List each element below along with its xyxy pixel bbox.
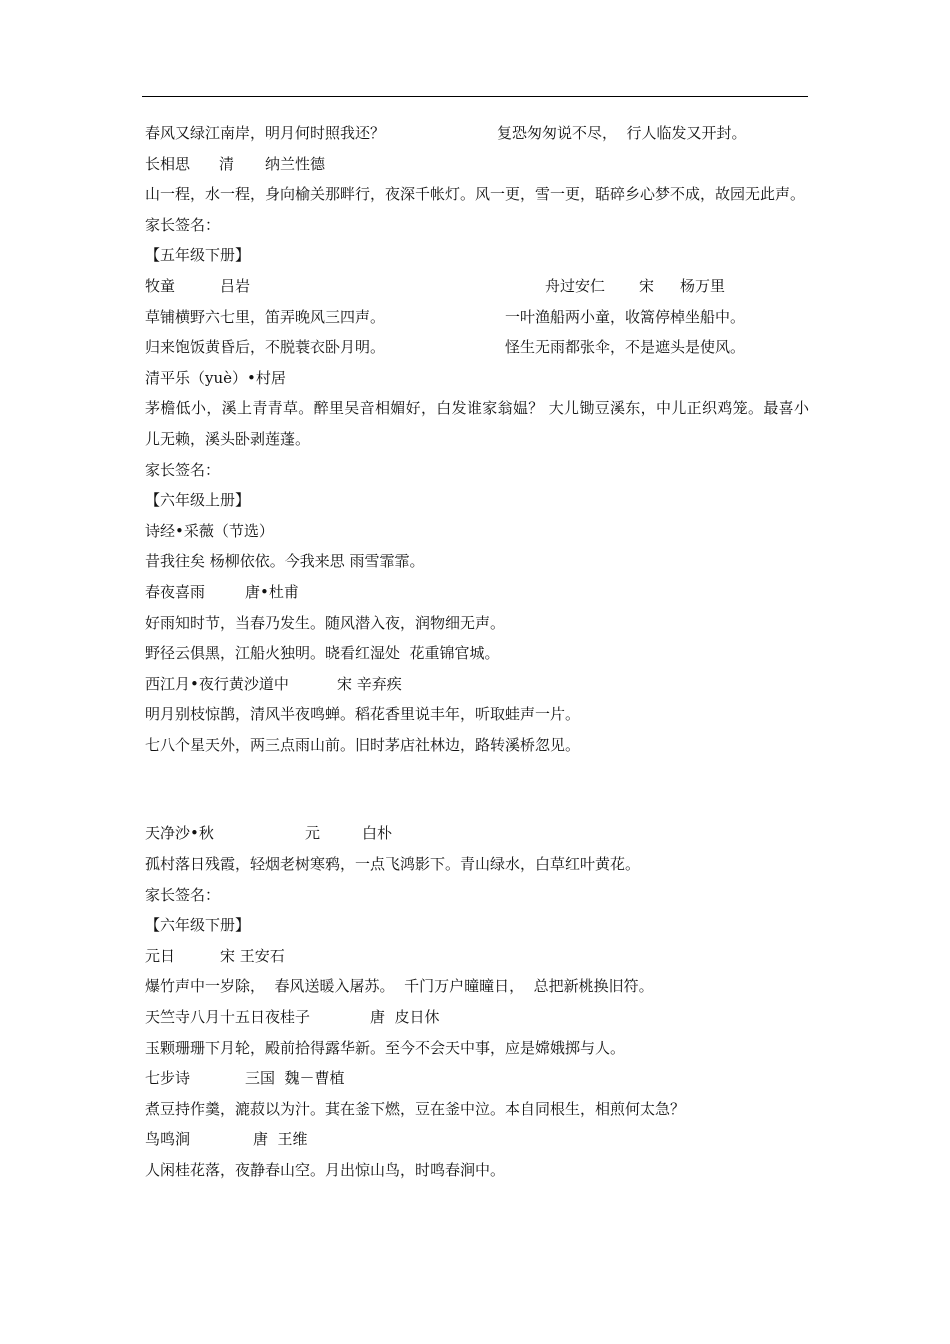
verse-line: 野径云俱黑，江船火独明。晓看红湿处 花重锦官城。 <box>145 644 500 663</box>
poem-author: 宋 王安石 <box>220 946 285 965</box>
poem-author: 吕岩 <box>220 276 251 295</box>
poem-title: 牧童 <box>145 276 176 295</box>
page-gap <box>145 760 809 818</box>
poem-author: 唐•杜甫 <box>245 582 299 601</box>
poem-text: 孤村落日残霞，轻烟老树寒鸦，一点飞鸿影下。青山绿水，白草红叶黄花。 <box>145 855 641 874</box>
poem-title: 长相思 <box>145 154 191 173</box>
verse-line: 明月别枝惊鹊，清风半夜鸣蝉。稻花香里说丰年，听取蛙声一片。 <box>145 705 581 724</box>
document-body <box>145 118 809 1186</box>
poem-text: 昔我往矣 杨柳依依。今我来思 雨雪霏霏。 <box>145 552 425 571</box>
poem-title: 清平乐（yuè）•村居 <box>145 368 286 387</box>
poem-author: 唐 皮日休 <box>370 1008 440 1027</box>
poem-title: 天净沙•秋 <box>145 824 214 843</box>
verse-line: 草铺横野六七里，笛弄晚风三四声。 一叶渔船两小童，收篙停棹坐船中。 <box>145 307 746 326</box>
poem-heading <box>145 1063 809 1094</box>
poem-heading <box>145 1124 809 1155</box>
poem-title: 元日 <box>145 946 176 965</box>
poem-heading <box>145 669 809 700</box>
poem-heading <box>145 941 809 972</box>
poem-text: 人闲桂花落，夜静春山空。月出惊山鸟，时鸣春涧中。 <box>145 1161 506 1179</box>
section-heading: 【六年级上册】 <box>145 491 251 510</box>
poem-author: 白朴 <box>362 824 393 843</box>
parent-signature-label: 家长签名： <box>145 885 221 904</box>
poem-heading <box>145 818 809 849</box>
poem-text: 煮豆持作羹，漉菽以为汁。萁在釜下燃，豆在釜中泣。本自同根生，相煎何太急？ <box>145 1099 686 1118</box>
poem-text: 山一程，水一程，身向榆关那畔行，夜深千帐灯。风一更，雪一更，聒碎乡心梦不成，故园无此声。 <box>145 185 806 204</box>
poem-heading <box>145 577 809 608</box>
poem-heading-pair <box>145 271 809 302</box>
poem-text: 茅檐低小，溪上青青草。醉里吴音相媚好，白发谁家翁媪？ 大儿锄豆溪东，中儿正织鸡笼。最喜小儿无赖，溪头卧剥莲蓬。 <box>145 399 809 448</box>
poem-text: 玉颗珊珊下月轮，殿前拾得露华新。至今不会天中事，应是嫦娥掷与人。 <box>145 1038 626 1057</box>
poem-title: 诗经•采薇（节选） <box>145 521 274 540</box>
poem-author: 纳兰性德 <box>265 154 326 173</box>
poem-title: 鸟鸣涧 <box>145 1130 191 1149</box>
section-heading: 【六年级下册】 <box>145 916 251 935</box>
poem-dynasty: 宋 <box>639 276 655 295</box>
poem-text: 爆竹声中一岁除， 春风送暖入屠苏。 千门万户曈曈日， 总把新桃换旧符。 <box>145 977 654 996</box>
poem-dynasty: 元 <box>305 824 321 843</box>
parent-signature-label: 家长签名： <box>145 215 221 234</box>
verse-line: 好雨知时节，当春乃发生。随风潜入夜，润物细无声。 <box>145 613 506 632</box>
parent-signature-label: 家长签名： <box>145 460 221 479</box>
poem-title: 西江月•夜行黄沙道中 <box>145 674 289 693</box>
poem-author: 宋 辛弃疾 <box>337 674 402 693</box>
section-heading: 【五年级下册】 <box>145 246 251 265</box>
poem-title: 春夜喜雨 <box>145 582 206 601</box>
poem-dynasty: 清 <box>219 154 235 173</box>
verse-line: 归来饱饭黄昏后，不脱蓑衣卧月明。 怪生无雨都张伞，不是遮头是使风。 <box>145 338 746 357</box>
verse-line: 七八个星天外，两三点雨山前。旧时茅店社林边，路转溪桥忽见。 <box>145 735 581 754</box>
poem-author: 杨万里 <box>680 276 726 295</box>
verse-line: 春风又绿江南岸，明月何时照我还？ 复恐匆匆说不尽， 行人临发又开封。 <box>145 124 747 142</box>
poem-title: 天竺寺八月十五日夜桂子 <box>145 1008 311 1027</box>
poem-author: 唐 王维 <box>253 1130 308 1149</box>
poem-heading <box>145 1002 809 1033</box>
poem-heading <box>145 149 809 180</box>
poem-title: 七步诗 <box>145 1069 191 1088</box>
header-rule <box>142 96 808 97</box>
poem-title: 舟过安仁 <box>545 276 606 295</box>
poem-author: 三国 魏－曹植 <box>245 1069 345 1088</box>
